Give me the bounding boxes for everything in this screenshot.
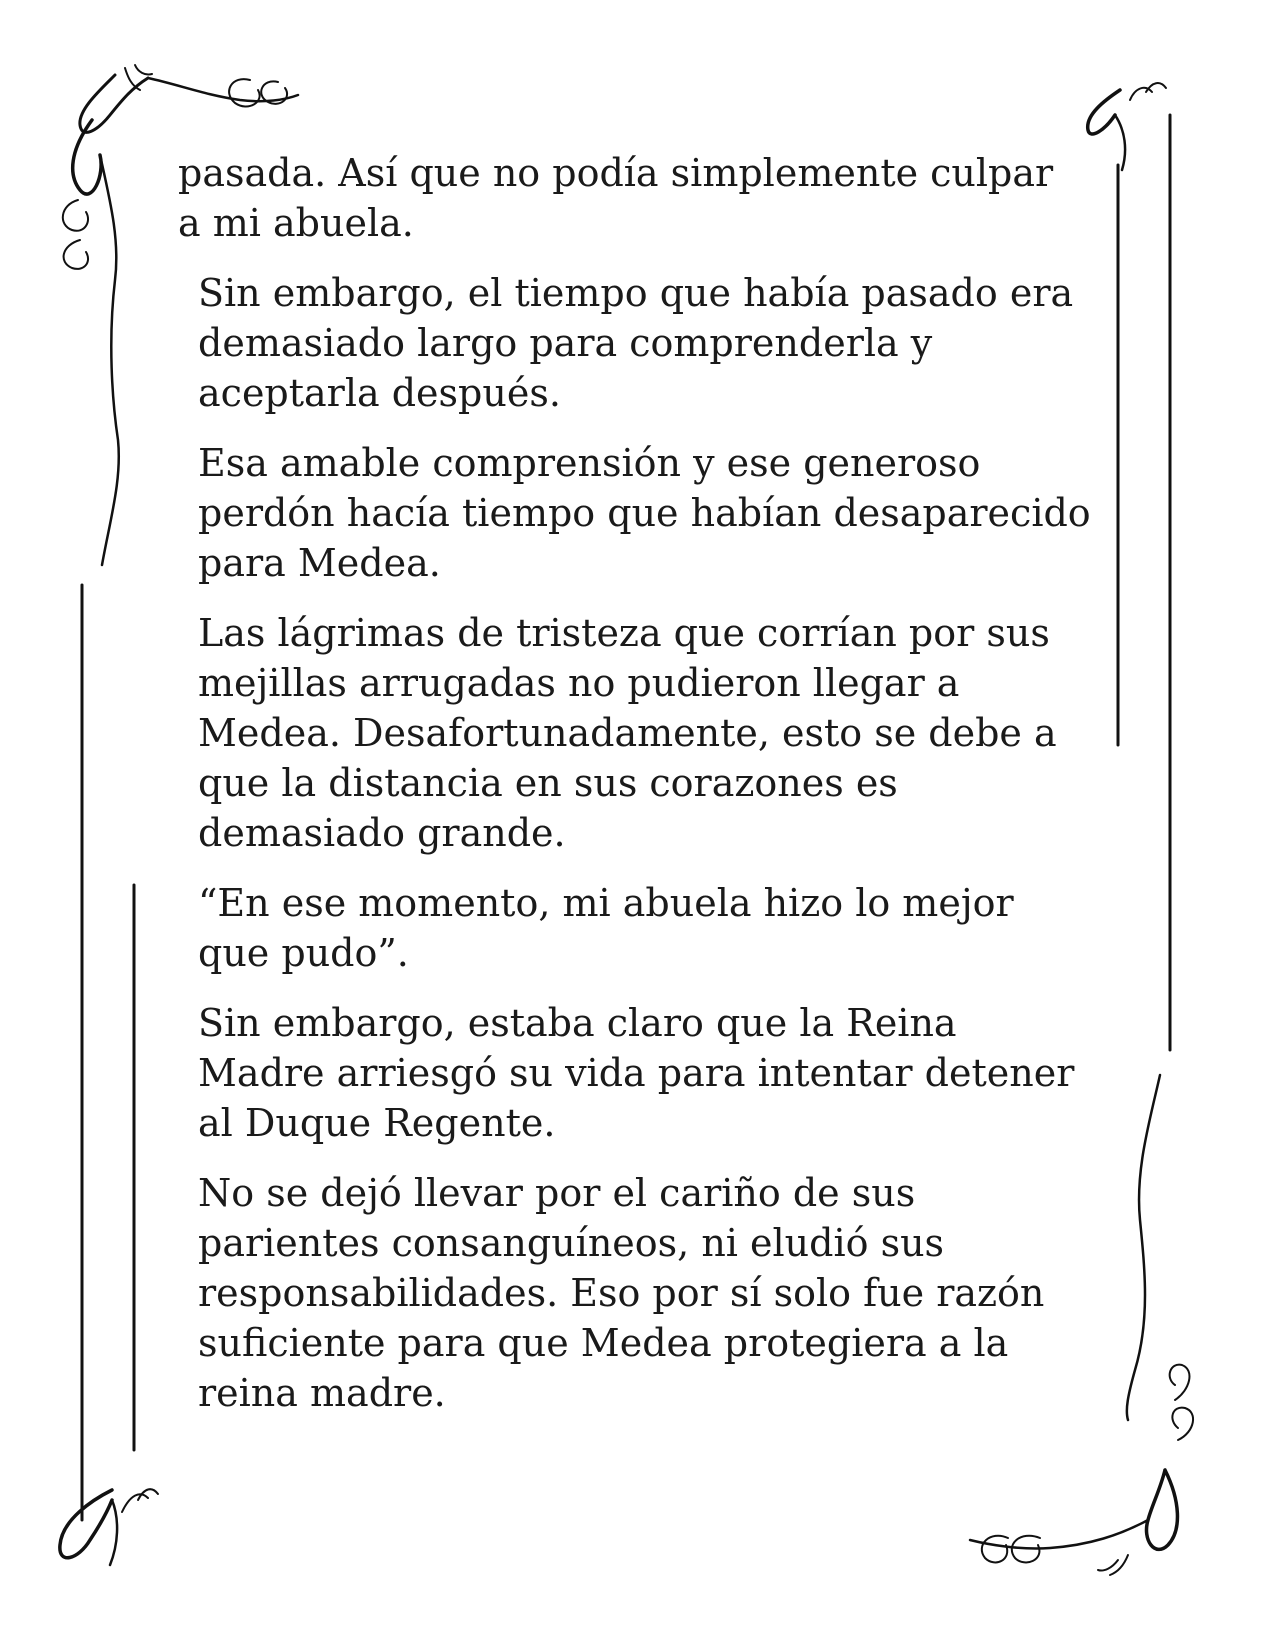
text-line: Madre arriesgó su vida para intentar detener	[198, 1051, 1075, 1095]
text-line: Sin embargo, estaba claro que la Reina	[198, 1001, 957, 1045]
text-line: Medea. Desafortunadamente, esto se debe a	[198, 711, 1057, 755]
text-line: parientes consanguíneos, ni eludió sus	[198, 1221, 945, 1265]
page-body	[178, 148, 1091, 1438]
text-line: reina madre.	[198, 1371, 446, 1415]
paragraph	[178, 998, 1088, 1148]
paragraph	[178, 148, 1088, 248]
bottom-left-flourish	[60, 1489, 158, 1565]
text-line: suficiente para que Medea protegiera a la	[198, 1321, 1009, 1365]
paragraph	[178, 878, 1088, 978]
text-line: mejillas arrugadas no pudieron llegar a	[198, 661, 960, 705]
text-line: aceptarla después.	[198, 371, 561, 415]
text-line: demasiado grande.	[198, 811, 566, 855]
text-line: a mi abuela.	[178, 201, 414, 245]
text-line: Sin embargo, el tiempo que había pasado era	[198, 271, 1074, 315]
text-line: Esa amable comprensión y ese generoso	[198, 441, 981, 485]
text-line: para Medea.	[198, 541, 441, 585]
top-right-flourish	[1088, 83, 1166, 170]
text-line: al Duque Regente.	[198, 1101, 556, 1145]
text-line: perdón hacía tiempo que habían desaparecido	[198, 491, 1091, 535]
paragraph	[178, 438, 1091, 588]
paragraph	[178, 608, 1088, 858]
text-line: que pudo”.	[198, 931, 409, 975]
text-line: que la distancia en sus corazones es	[198, 761, 898, 805]
text-line: responsabilidades. Eso por sí solo fue razón	[198, 1271, 1045, 1315]
paragraph	[178, 1168, 1088, 1418]
text-line: “En ese momento, mi abuela hizo lo mejor	[198, 881, 1014, 925]
text-line: Las lágrimas de tristeza que corrían por sus	[198, 611, 1050, 655]
text-line: demasiado largo para comprenderla y	[198, 321, 933, 365]
text-line: No se dejó llevar por el cariño de sus	[198, 1171, 916, 1215]
text-line: pasada. Así que no podía simplemente culpar	[178, 151, 1054, 195]
paragraph	[178, 268, 1088, 418]
